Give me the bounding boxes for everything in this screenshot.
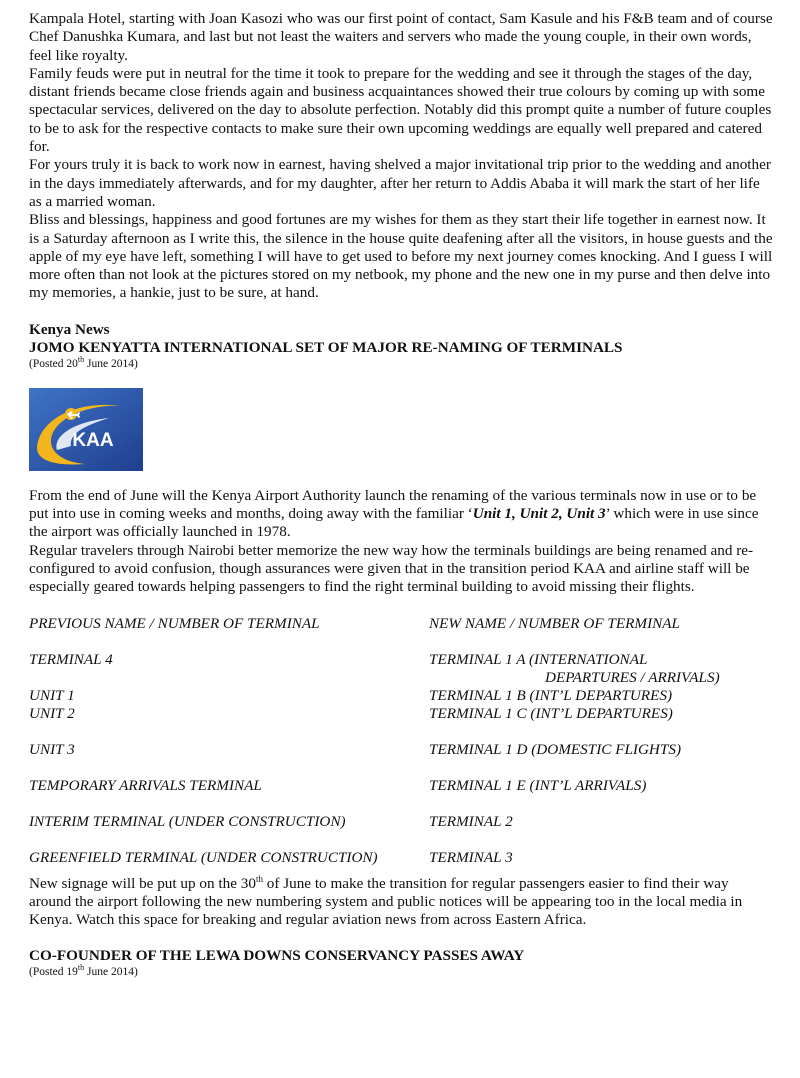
table-row — [29, 777, 773, 795]
section-label: Kenya News — [29, 320, 110, 338]
table-header-new: NEW NAME / NUMBER OF TERMINAL — [429, 614, 680, 632]
table-cell-previous: UNIT 2 — [29, 704, 75, 722]
table-cell-previous: UNIT 3 — [29, 740, 75, 758]
document-page — [29, 10, 773, 979]
table-cell-previous: TEMPORARY ARRIVALS TERMINAL — [29, 776, 262, 794]
table-row — [29, 741, 773, 759]
table-cell-new: TERMINAL 2 — [429, 812, 513, 830]
table-header-row — [29, 615, 773, 633]
table-cell-new: TERMINAL 1 B (INT’L DEPARTURES) — [429, 686, 673, 704]
table-cell-previous: INTERIM TERMINAL (UNDER CONSTRUCTION) — [29, 812, 346, 830]
table-row — [29, 687, 773, 705]
table-cell-new: TERMINAL 3 — [429, 848, 513, 866]
table-header-previous: PREVIOUS NAME / NUMBER OF TERMINAL — [29, 614, 320, 632]
table-cell-previous: GREENFIELD TERMINAL (UNDER CONSTRUCTION) — [29, 848, 378, 866]
table-cell-new: TERMINAL 1 C (INT’L DEPARTURES) — [429, 704, 673, 722]
kaa-logo-text: KAA — [72, 429, 114, 451]
article-body-b: Regular travelers through Nairobi better memorize the new way how the terminals buildings are being renamed and re-configured to avoid confusion, though assurances were given that in the transition period KAA and airline staff will be especially geared towards helping passengers to find the right terminal building to avoid missing their flights. — [29, 541, 754, 596]
kaa-logo-icon — [29, 388, 143, 471]
intro-paragraph-2: Family feuds were put in neutral for the time it took to prepare for the wedding and see it through the stages of the day, distant friends became close friends again and business acquaintances showed their true colours by coming up with some spectacular services, delivered on the day to absolute perfection. Notably did this prompt quite a number of future couples to be to ask for the respective contacts to make sure their own upcoming weddings are equally well prepared and catered for. — [29, 64, 772, 156]
table-cell-new: TERMINAL 1 E (INT’L ARRIVALS) — [429, 776, 647, 794]
article-body-a: From the end of June will the Kenya Airport Authority launch the renaming of the various terminals now in use or to be put into use in coming weeks and months, doing away with the familiar ‘Unit 1, Unit 2, Unit 3’ which were in use since the airport was officially launched in 1978. — [29, 486, 759, 541]
article-body-after-table: New signage will be put up on the 30th of June to make the transition for regular passengers easier to find their way around the airport following the new numbering system and public notices will be appearing too in the local media in Kenya. Watch this space for breaking and regular aviation news from across Eastern Africa. — [29, 873, 743, 929]
table-cell-previous: UNIT 1 — [29, 686, 75, 704]
table-cell-new: TERMINAL 1 D (DOMESTIC FLIGHTS) — [429, 740, 682, 758]
table-row — [29, 813, 773, 831]
intro-paragraph-3: For yours truly it is back to work now in earnest, having shelved a major invitational trip prior to the wedding and another in the days immediately afterwards, and for my daughter, after her return to Addis Ababa it will mark the start of her life as a married woman. — [29, 156, 771, 210]
intro-paragraph-4: Bliss and blessings, happiness and good fortunes are my wishes for them as they start their life together in earnest now. It is a Saturday afternoon as I write this, the silence in the house quite deafening after all the visitors, in house guests and the apple of my eye have left, something I will have to get used to before my next journey comes knocking. And I guess I will more often than not look at the pictures stored on my netbook, my phone and the new one in my purse and then delve into my memories, a hankie, just to be sure, at hand. — [29, 211, 773, 302]
table-cell-new: TERMINAL 1 A (INTERNATIONAL DEPARTURES / ARRIVALS) — [429, 650, 720, 686]
table-cell-previous: TERMINAL 4 — [29, 650, 113, 668]
article-posted-date: (Posted 20th June 2014) — [29, 354, 138, 370]
article-headline: JOMO KENYATTA INTERNATIONAL SET OF MAJOR RE-NAMING OF TERMINALS — [29, 338, 623, 356]
article-2-headline: CO-FOUNDER OF THE LEWA DOWNS CONSERVANCY PASSES AWAY — [29, 947, 525, 965]
intro-paragraph-1: Kampala Hotel, starting with Joan Kasozi who was our first point of contact, Sam Kasule and his F&B team and of course Chef Danushka Kumara, and last but not least the waiters and servers who made the young couple, in their own words, feel like royalty. — [29, 10, 773, 64]
table-row — [29, 849, 773, 867]
table-row — [29, 651, 773, 687]
terminal-renaming-table — [29, 615, 773, 867]
kaa-logo — [29, 388, 143, 471]
table-row — [29, 705, 773, 723]
article-2-posted-date: (Posted 19th June 2014) — [29, 963, 138, 979]
